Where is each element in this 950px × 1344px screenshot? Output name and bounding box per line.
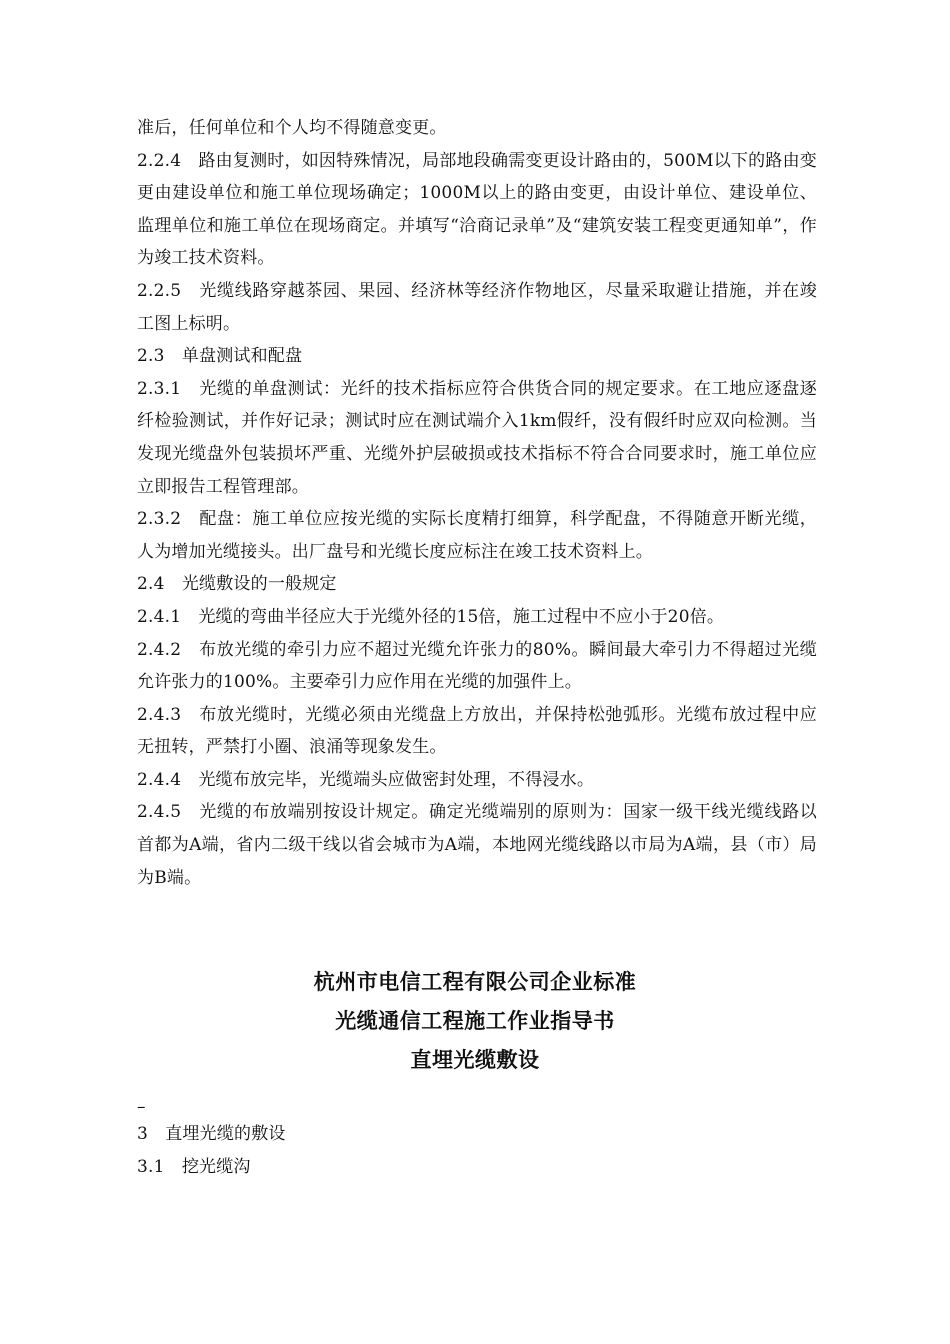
company-standard-title: 杭州市电信工程有限公司企业标准 xyxy=(313,970,637,994)
section-heading: 3.1 挖光缆沟 xyxy=(137,1156,251,1177)
document-title-block xyxy=(0,963,950,1080)
guide-title: 光缆通信工程施工作业指导书 xyxy=(335,1009,615,1033)
body-text xyxy=(137,112,817,894)
subject-title: 直埋光缆敷设 xyxy=(410,1048,540,1072)
section-heading: 2.3 单盘测试和配盘 xyxy=(137,346,303,367)
dash-mark: – xyxy=(137,1097,146,1117)
paragraph: 2.3.2 配盘：施工单位应按光缆的实际长度精打细算，科学配盘，不得随意开断光缆，人为增加光缆接头。出厂盘号和光缆长度应标注在竣工技术资料上。 xyxy=(137,509,817,562)
section-start xyxy=(137,1118,817,1183)
chapter-heading: 3 直埋光缆的敷设 xyxy=(137,1124,286,1144)
paragraph: 2.4.2 布放光缆的牵引力应不超过光缆允许张力的80%。瞬间最大牵引力不得超过光缆允许张力的100%。主要牵引力应作用在光缆的加强件上。 xyxy=(137,639,817,693)
paragraph: 准后，任何单位和个人均不得随意变更。 xyxy=(137,118,447,138)
paragraph: 2.3.1 光缆的单盘测试：光纤的技术指标应符合供货合同的规定要求。在工地应逐盘逐纤检验测试，并作好记录；测试时应在测试端介入1km假纤，没有假纤时应双向检测。当发现光缆盘外包装损坏严重、光缆外护层破损或技术指标不符合合同要求时，施工单位应立即报告工程管理部。 xyxy=(137,378,817,497)
paragraph: 2.4.5 光缆的布放端别按设计规定。确定光缆端别的原则为：国家一级干线光缆线路以首都为A端，省内二级干线以省会城市为A端，本地网光缆线路以市局为A端，县（市）局为B端。 xyxy=(137,802,817,888)
paragraph: 2.4.3 布放光缆时，光缆必须由光缆盘上方放出，并保持松弛弧形。光缆布放过程中应无扭转，严禁打小圈、浪涌等现象发生。 xyxy=(137,704,817,758)
paragraph: 2.2.4 路由复测时，如因特殊情况，局部地段确需变更设计路由的，500M以下的路由变更由建设单位和施工单位现场确定；1000M以上的路由变更，由设计单位、建设单位、监理单位和施工单位在现场商定。并填写“洽商记录单”及“建筑安装工程变更通知单”，作为竣工技术资料。 xyxy=(137,150,817,269)
section-heading: 2.4 光缆敷设的一般规定 xyxy=(137,574,337,595)
paragraph: 2.2.5 光缆线路穿越茶园、果园、经济林等经济作物地区，尽量采取避让措施，并在竣工图上标明。 xyxy=(137,280,817,334)
paragraph: 2.4.1 光缆的弯曲半径应大于光缆外径的15倍，施工过程中不应小于20倍。 xyxy=(137,606,725,627)
paragraph: 2.4.4 光缆布放完毕，光缆端头应做密封处理，不得浸水。 xyxy=(137,769,595,790)
